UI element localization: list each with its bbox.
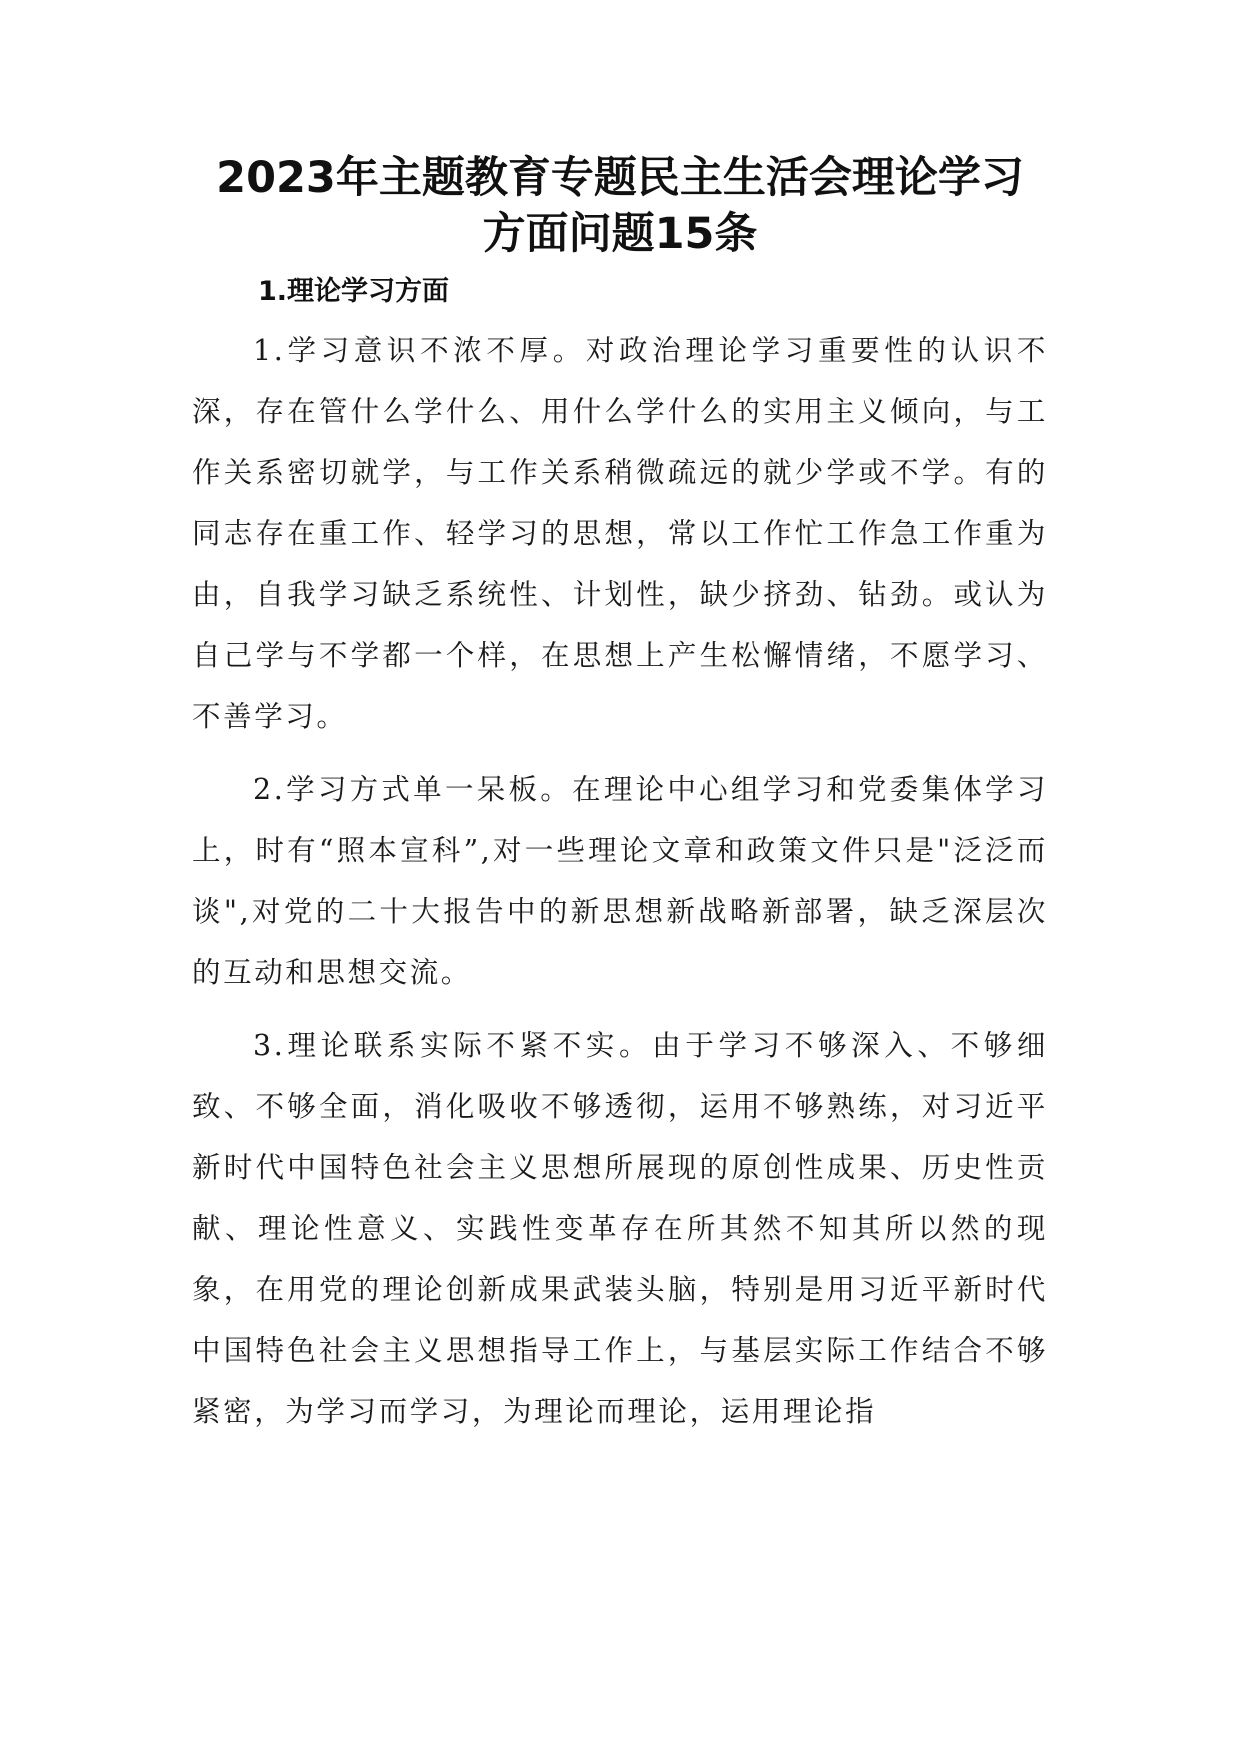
paragraph-2: 2.学习方式单一呆板。在理论中心组学习和党委集体学习上，时有“照本宣科”,对一些理论文章和政策文件只是"泛泛而谈",对党的二十大报告中的新思想新战略新部署，缺乏深层次的互动和思想交流。 (192, 773, 1048, 989)
document-page (192, 150, 1048, 1442)
paragraph-3: 3.理论联系实际不紧不实。由于学习不够深入、不够细致、不够全面，消化吸收不够透彻，运用不够熟练，对习近平新时代中国特色社会主义思想所展现的原创性成果、历史性贡献、理论性意义、实践性变革存在所其然不知其所以然的现象，在用党的理论创新成果武装头脑，特别是用习近平新时代中国特色社会主义思想指导工作上，与基层实际工作结合不够紧密，为学习而学习，为理论而理论，运用理论指 (192, 1029, 1048, 1428)
section-heading: 1.理论学习方面 (258, 276, 450, 307)
document-title-line-1: 2023年主题教育专题民主生活会理论学习 (216, 153, 1024, 203)
document-title-line-2: 方面问题15条 (482, 209, 758, 259)
document-title (192, 150, 1048, 262)
paragraph-1: 1.学习意识不浓不厚。对政治理论学习重要性的认识不深，存在管什么学什么、用什么学什么的实用主义倾向，与工作关系密切就学，与工作关系稍微疏远的就少学或不学。有的同志存在重工作、轻学习的思想，常以工作忙工作急工作重为由，自我学习缺乏系统性、计划性，缺少挤劲、钻劲。或认为自己学与不学都一个样，在思想上产生松懈情绪，不愿学习、不善学习。 (192, 334, 1048, 733)
